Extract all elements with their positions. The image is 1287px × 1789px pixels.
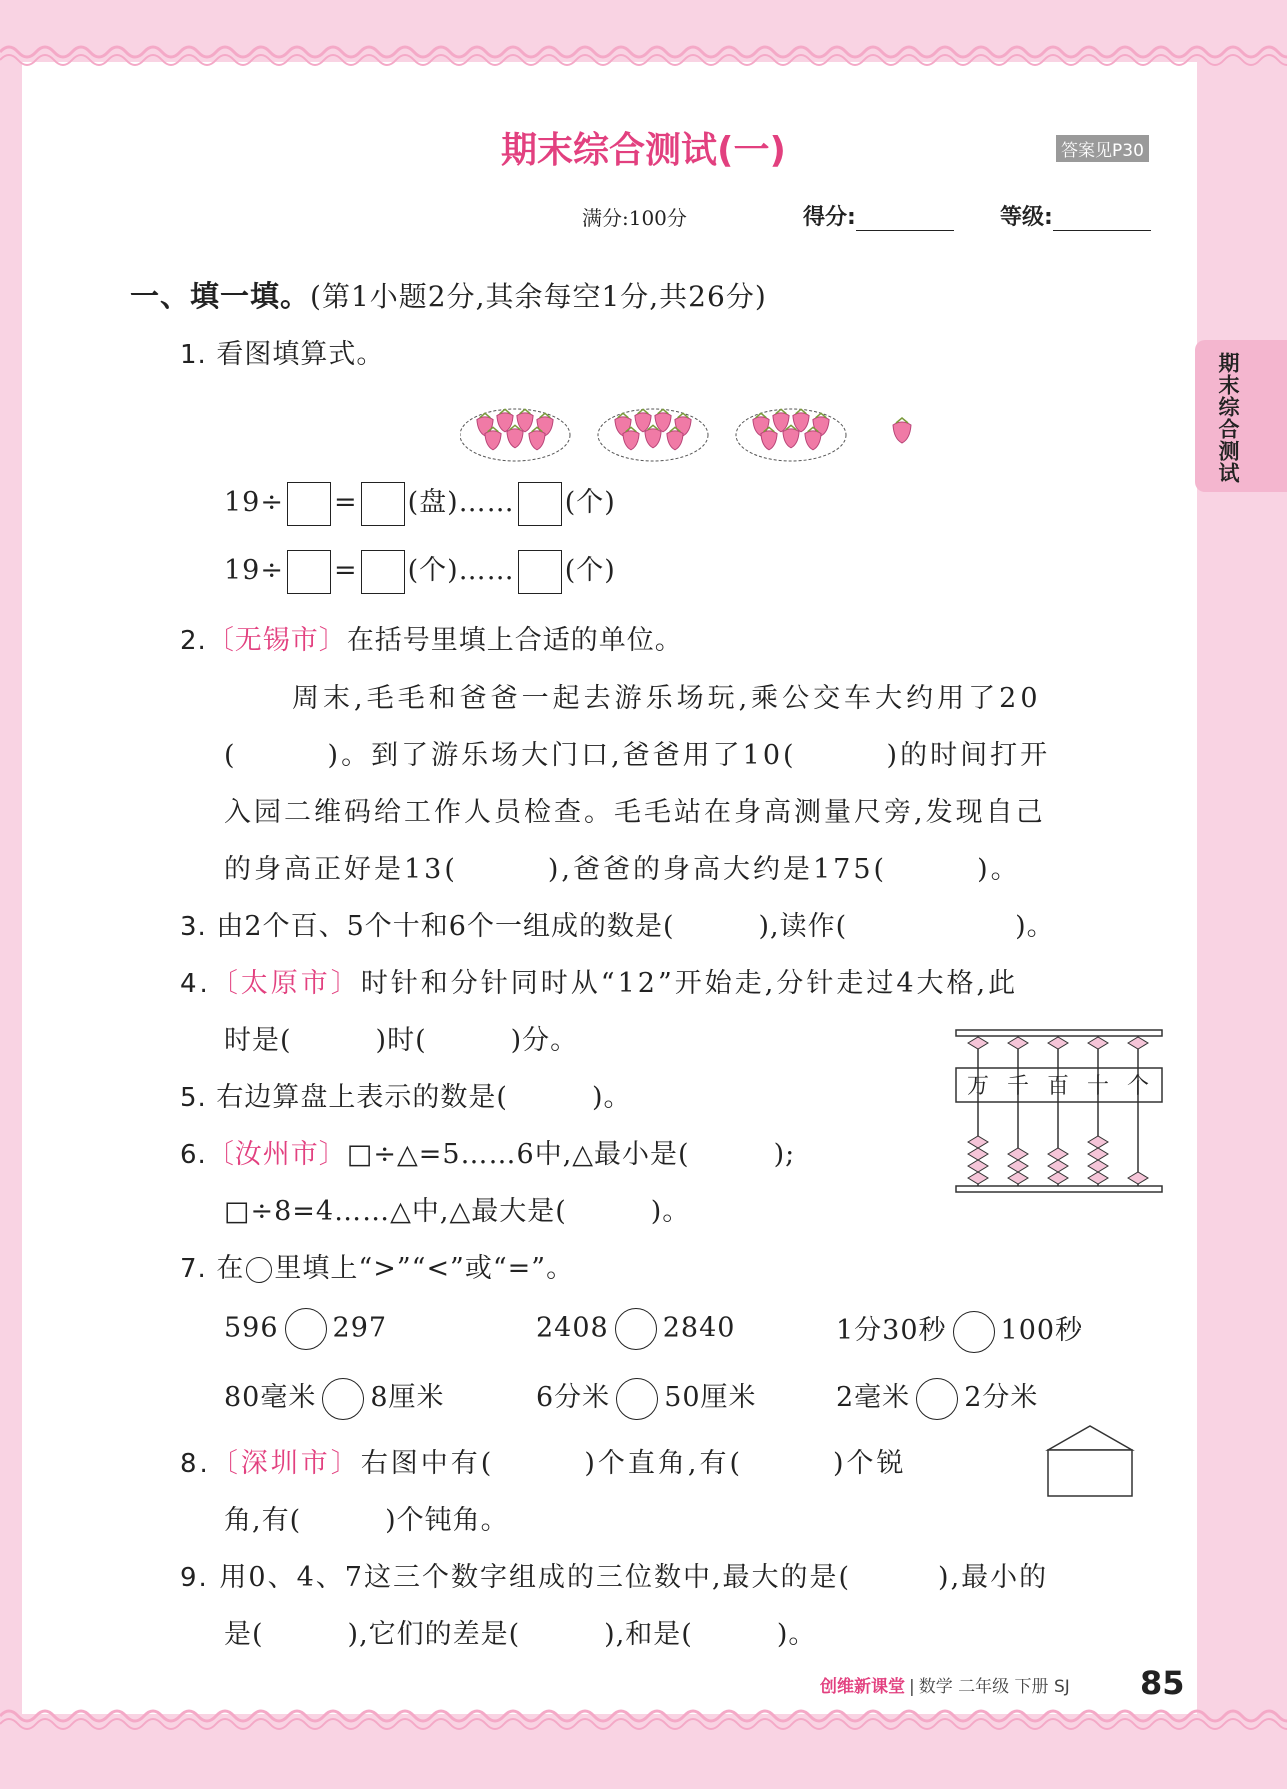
score-blank[interactable] [856, 206, 954, 231]
side-tab [1195, 340, 1287, 492]
compare-right: 297 [332, 1312, 388, 1344]
answer-reference: 答案见P30 [1056, 135, 1149, 162]
abacus-bead [968, 1037, 988, 1049]
house-shape-figure [1040, 1422, 1140, 1502]
q6-city-tag: 〔汝州市〕 [206, 1139, 347, 1170]
grade-blank[interactable] [1053, 206, 1151, 231]
compare-left: 2毫米 [836, 1382, 911, 1413]
q2-text: 在括号里填上合适的单位。 [346, 625, 683, 656]
answer-box[interactable] [518, 550, 562, 594]
abacus-bead [968, 1136, 988, 1148]
abacus-bead [1128, 1037, 1148, 1049]
q8-line-2: 角,有( )个钝角。 [224, 1505, 509, 1536]
q2-line-3: 入园二维码给工作人员检查。毛毛站在身高测量尺旁,发现自己 [224, 797, 1046, 828]
full-score: 满分:100分 [582, 206, 687, 230]
comparison-item [224, 1375, 445, 1420]
q2-line-2: ( )。到了游乐场大门口,爸爸用了10( )的时间打开 [224, 740, 1051, 771]
abacus-bead [1048, 1172, 1068, 1184]
score-label: 得分: [803, 205, 856, 230]
strawberry-icon [893, 422, 911, 443]
abacus-bead [1048, 1037, 1068, 1049]
section-title: 一、填一填。 [130, 279, 311, 313]
q1-equation-2 [224, 548, 616, 594]
strawberry-plates-picture [460, 395, 940, 465]
plate-group [736, 409, 846, 461]
top-wave-border [0, 40, 1287, 80]
abacus-bead [1088, 1172, 1108, 1184]
compare-circle[interactable] [916, 1378, 958, 1420]
grade-field [1000, 200, 1151, 231]
q7-text-b: 里填上“>”“<”或“=”。 [274, 1253, 575, 1284]
abacus-place-label: 万 [966, 1074, 990, 1099]
q1 [180, 332, 384, 371]
comparison-item [224, 1308, 387, 1350]
compare-circle[interactable] [953, 1311, 995, 1353]
footer-info: 数学 二年级 下册 SJ [918, 1677, 1070, 1697]
answer-box[interactable] [287, 482, 331, 526]
abacus-place-label: 个 [1126, 1074, 1150, 1099]
abacus-bead [1008, 1160, 1028, 1172]
q8 [180, 1441, 907, 1480]
abacus-bead [1008, 1148, 1028, 1160]
q3-text: 由2个百、5个十和6个一组成的数是( ),读作( )。 [216, 911, 1055, 942]
grade-label: 等级: [1000, 205, 1053, 230]
compare-left: 1分30秒 [836, 1315, 947, 1346]
q4-city-tag: 〔太原市〕 [210, 968, 361, 999]
abacus [950, 1026, 1170, 1196]
circle-symbol-icon [246, 1257, 272, 1283]
section-heading [130, 274, 767, 315]
compare-left: 2408 [536, 1312, 609, 1344]
q8-city-tag: 〔深圳市〕 [210, 1448, 361, 1479]
q5 [180, 1075, 631, 1114]
q1-eq2-dividend: 19÷ [224, 555, 284, 586]
unit-label: (个) [564, 487, 616, 518]
abacus-bead [1088, 1148, 1108, 1160]
answer-box[interactable] [361, 550, 405, 594]
q9 [180, 1555, 1048, 1594]
compare-right: 8厘米 [370, 1382, 445, 1413]
q6-line-2: □÷8=4……△中,△最大是( )。 [224, 1196, 691, 1227]
answer-box[interactable] [361, 482, 405, 526]
q7-text-a: 在 [216, 1253, 245, 1284]
compare-circle[interactable] [322, 1378, 364, 1420]
plate-group [460, 409, 570, 461]
equals-sign: = [333, 487, 358, 518]
compare-circle[interactable] [616, 1378, 658, 1420]
plate-group [598, 409, 708, 461]
abacus-bead [1008, 1037, 1028, 1049]
q5-number: 5. [180, 1083, 207, 1113]
q3-number: 3. [180, 912, 207, 942]
bottom-wave-border [0, 1698, 1287, 1738]
abacus-bead [1008, 1172, 1028, 1184]
q8-number: 8. [180, 1449, 211, 1479]
section-note: (第1小题2分,其余每空1分,共26分) [310, 280, 767, 313]
abacus-bead [1088, 1037, 1108, 1049]
unit-label: (个) [564, 555, 616, 586]
q4-number: 4. [180, 969, 211, 999]
compare-right: 2840 [662, 1312, 736, 1344]
q1-eq1-dividend: 19÷ [224, 487, 284, 518]
score-field [803, 200, 954, 231]
abacus-bead [1088, 1160, 1108, 1172]
q1-number: 1. [180, 340, 207, 370]
page-number: 85 [1140, 1664, 1185, 1702]
q7 [180, 1246, 574, 1285]
q7-number: 7. [180, 1254, 207, 1284]
abacus-place-label: 百 [1046, 1074, 1070, 1099]
comparison-item [536, 1375, 757, 1420]
compare-circle[interactable] [615, 1308, 657, 1350]
footer-brand: 创维新课堂 [820, 1677, 905, 1697]
q2-line-1: 周末,毛毛和爸爸一起去游乐场玩,乘公交车大约用了20 [292, 683, 1042, 714]
comparison-item [836, 1308, 1083, 1353]
abacus-bead [968, 1172, 988, 1184]
q4-text: 时针和分针同时从“12”开始走,分针走过4大格,此 [360, 968, 1019, 999]
compare-left: 80毫米 [224, 1382, 317, 1413]
q2-number: 2. [180, 626, 207, 656]
q8-text: 右图中有( )个直角,有( )个锐 [360, 1448, 907, 1479]
q2-line-4: 的身高正好是13( ),爸爸的身高大约是175( )。 [224, 854, 1021, 885]
q9-text: 用0、4、7这三个数字组成的三位数中,最大的是( ),最小的 [219, 1562, 1049, 1593]
q2 [180, 618, 683, 657]
q1-text: 看图填算式。 [216, 339, 385, 370]
q4-line-2: 时是( )时( )分。 [224, 1025, 579, 1056]
answer-box[interactable] [518, 482, 562, 526]
abacus-bead [1088, 1136, 1108, 1148]
abacus-bead [968, 1160, 988, 1172]
q1-equation-1 [224, 480, 616, 526]
q9-line-2: 是( ),它们的差是( ),和是( )。 [224, 1619, 817, 1650]
compare-right: 50厘米 [664, 1382, 757, 1413]
equals-sign: = [333, 555, 358, 586]
compare-left: 6分米 [536, 1382, 611, 1413]
q5-text: 右边算盘上表示的数是( )。 [216, 1082, 632, 1113]
q6-text: □÷△=5……6中,△最小是( ); [346, 1139, 796, 1170]
compare-right: 2分米 [964, 1382, 1039, 1413]
unit-label: (盘)…… [407, 487, 515, 518]
compare-left: 596 [224, 1312, 279, 1344]
answer-box[interactable] [287, 550, 331, 594]
abacus-bead [1048, 1148, 1068, 1160]
abacus-bead [1048, 1160, 1068, 1172]
q6-number: 6. [180, 1140, 207, 1170]
abacus-place-label: 千 [1006, 1074, 1030, 1099]
page-title: 期末综合测试(一) [501, 130, 786, 171]
compare-right: 100秒 [1000, 1315, 1084, 1346]
unit-label: (个)…… [407, 555, 515, 586]
footer: 创维新课堂 | 数学 二年级 下册 SJ [820, 1677, 1070, 1697]
abacus-bead [1128, 1172, 1148, 1184]
q4 [180, 961, 1018, 1000]
side-tab-label: 期末综合测试 [1216, 352, 1240, 484]
q2-city-tag: 〔无锡市〕 [206, 625, 347, 656]
q6 [180, 1132, 795, 1171]
q3 [180, 904, 1055, 943]
compare-circle[interactable] [285, 1308, 327, 1350]
comparison-item [836, 1375, 1038, 1420]
comparison-item [536, 1308, 735, 1350]
abacus-bead [968, 1148, 988, 1160]
abacus-place-label: 十 [1086, 1074, 1110, 1099]
q9-number: 9. [180, 1563, 209, 1593]
